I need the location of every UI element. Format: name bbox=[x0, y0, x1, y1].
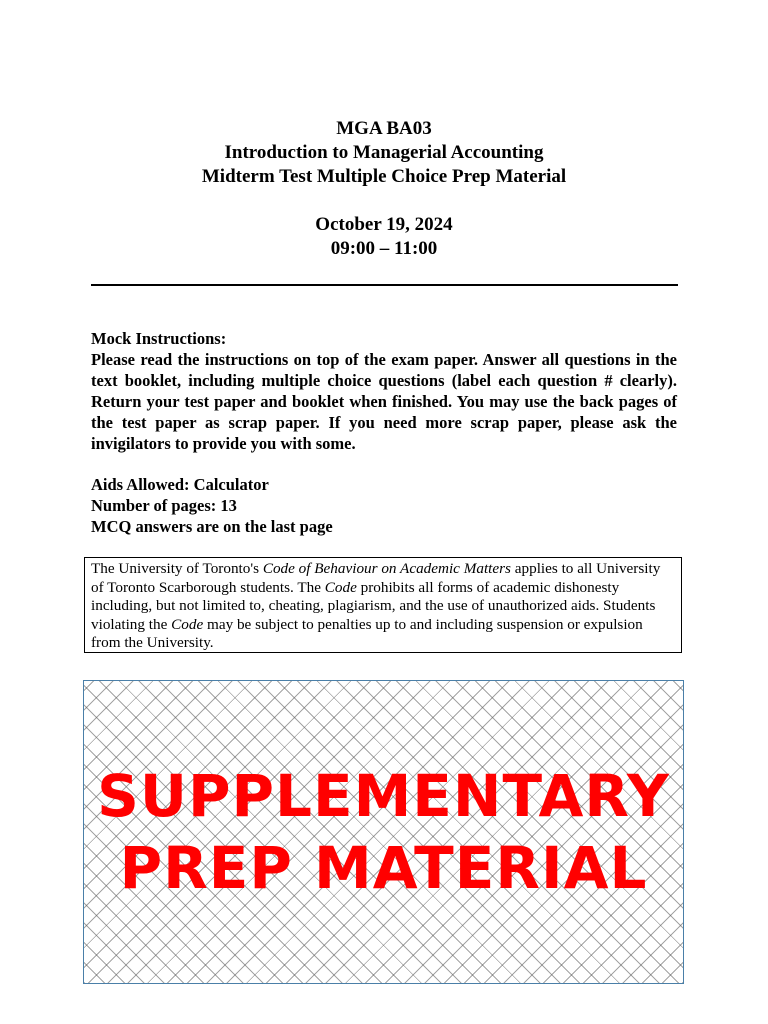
test-time: 09:00 – 11:00 bbox=[330, 238, 438, 259]
header-divider bbox=[91, 284, 678, 286]
test-title: Midterm Test Multiple Choice Prep Material bbox=[201, 166, 567, 187]
header-spacer bbox=[0, 189, 768, 213]
code-notice-text: may be subject to penalties up to and including suspension or expulsion from the University. bbox=[91, 615, 643, 651]
code-notice-italic: Code bbox=[171, 615, 204, 633]
code-notice-italic: Code bbox=[324, 578, 357, 596]
code-notice-text: The University of Toronto's bbox=[91, 560, 263, 577]
supplementary-stamp bbox=[83, 680, 684, 984]
instructions-body: Please read the instructions on top of the exam paper. Answer all questions in the text booklet, including multiple choice questions (label each question # clearly). Return your test paper and booklet when finished. You may use the back pages of the test paper as scrap paper. If you need more scrap paper, please ask the invigilators to provide you with some. bbox=[91, 350, 677, 453]
stamp-line-2: PREP MATERIAL bbox=[119, 834, 648, 902]
number-of-pages: Number of pages: 13 bbox=[91, 496, 237, 515]
exam-details bbox=[91, 474, 677, 537]
test-date: October 19, 2024 bbox=[315, 214, 453, 235]
instructions-title: Mock Instructions: bbox=[91, 329, 227, 348]
course-title: Introduction to Managerial Accounting bbox=[224, 142, 544, 163]
stamp-text bbox=[97, 760, 670, 904]
document-header bbox=[0, 117, 768, 261]
code-notice-text: prohibits all forms of academic dishonesty including, but not limited to, cheating, plagiarism, and the use of unauthorized aids. Students violating the bbox=[91, 578, 656, 633]
mcq-answers-note: MCQ answers are on the last page bbox=[91, 517, 333, 536]
course-code: MGA BA03 bbox=[336, 118, 432, 139]
instructions-section bbox=[91, 328, 677, 454]
stamp-line-1: SUPPLEMENTARY bbox=[97, 762, 670, 830]
code-notice-italic: Code of Behaviour on Academic Matters bbox=[262, 560, 511, 577]
academic-code-notice bbox=[84, 557, 682, 653]
aids-allowed: Aids Allowed: Calculator bbox=[91, 475, 269, 494]
code-notice-text: applies to all University of Toronto Scarborough students. The bbox=[91, 560, 661, 596]
